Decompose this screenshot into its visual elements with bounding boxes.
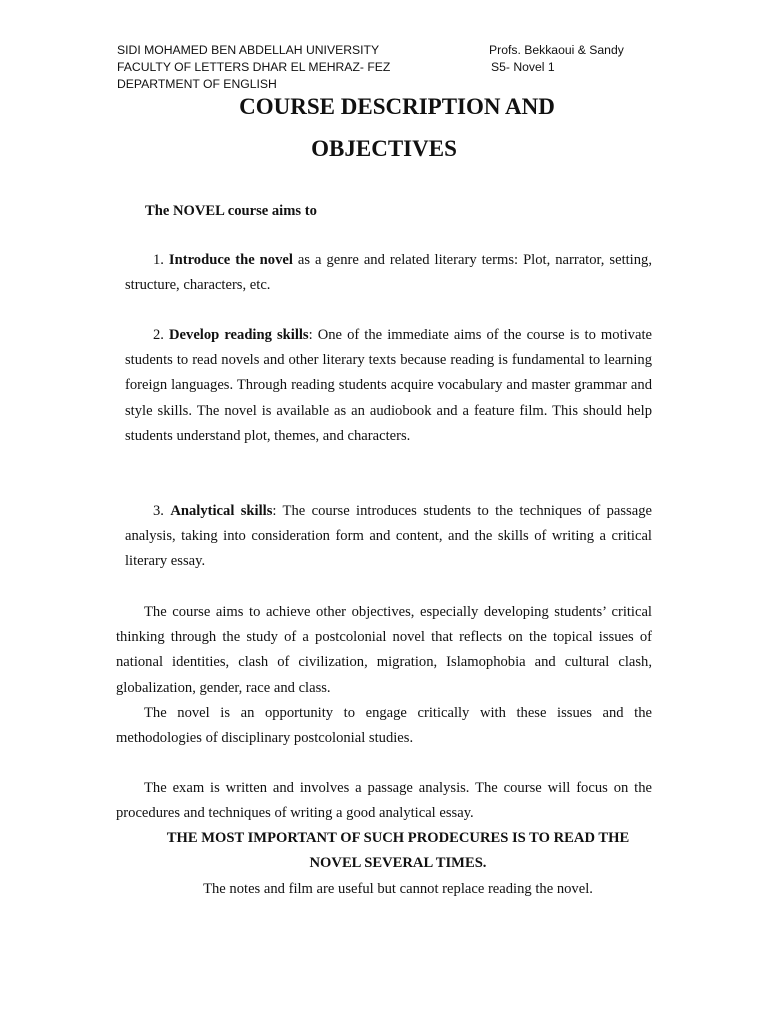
- emphasis-statement: [130, 826, 666, 876]
- objective-heading: Analytical skills: [170, 503, 273, 519]
- department-name: DEPARTMENT OF ENGLISH: [117, 77, 277, 91]
- objective-item-1: [125, 248, 652, 298]
- objective-text: : The course introduces students to the techniques of passage analysis, taking into consideration form and content, and the skills of writing a critical literary essay.: [125, 503, 652, 570]
- objective-heading: Introduce the novel: [168, 252, 293, 268]
- course-header: [489, 42, 624, 76]
- exam-paragraph: The exam is written and involves a passage analysis. The course will focus on the procedures and techniques of writing a good analytical essay.: [116, 780, 652, 822]
- page-title-line-1: COURSE DESCRIPTION AND: [239, 94, 555, 119]
- objective-item-2: [125, 323, 652, 449]
- objective-number: 3.: [153, 503, 164, 519]
- objective-text: : One of the immediate aims of the course is to motivate students to read novels and other literary texts because reading is fundamental to learning foreign languages. Through reading students acquire vocabulary and master grammar and style skills. The novel is available as an audiobook and a feature film. This should help students understand plot, themes, and characters.: [125, 327, 652, 444]
- intro-statement: The NOVEL course aims to: [145, 203, 317, 219]
- university-name: SIDI MOHAMED BEN ABDELLAH UNIVERSITY: [117, 43, 380, 57]
- emphasis-line-1: THE MOST IMPORTANT OF SUCH PRODECURES IS TO READ THE: [166, 830, 630, 846]
- objective-heading: Develop reading skills: [169, 327, 309, 343]
- opportunity-paragraph: The novel is an opportunity to engage critically with these issues and the methodologies of disciplinary postcolonial studies.: [116, 705, 652, 747]
- institution-header: [117, 42, 390, 93]
- closing-note: The notes and film are useful but cannot replace reading the novel.: [203, 881, 593, 897]
- emphasis-line-2: NOVEL SEVERAL TIMES.: [309, 855, 487, 872]
- faculty-name: FACULTY OF LETTERS DHAR EL MEHRAZ- FEZ: [117, 60, 391, 74]
- other-objectives-paragraph: The course aims to achieve other objectives, especially developing students’ critical thinking through the study of a postcolonial novel that reflects on the topical issues of national identities, clash of civilization, migration, Islamophobia and cultural clash, globalization, gender, race and class.: [116, 604, 652, 696]
- page-title-line-2: OBJECTIVES: [311, 136, 457, 161]
- objective-item-3: [125, 499, 652, 575]
- course-code: S5- Novel 1: [491, 60, 555, 74]
- objective-number: 1.: [153, 252, 164, 268]
- objective-number: 2.: [153, 327, 164, 343]
- objective-text: as a genre and related literary terms: Plot, narrator, setting, structure, characters, etc.: [125, 252, 652, 294]
- professors-label: Profs. Bekkaoui & Sandy: [489, 43, 624, 57]
